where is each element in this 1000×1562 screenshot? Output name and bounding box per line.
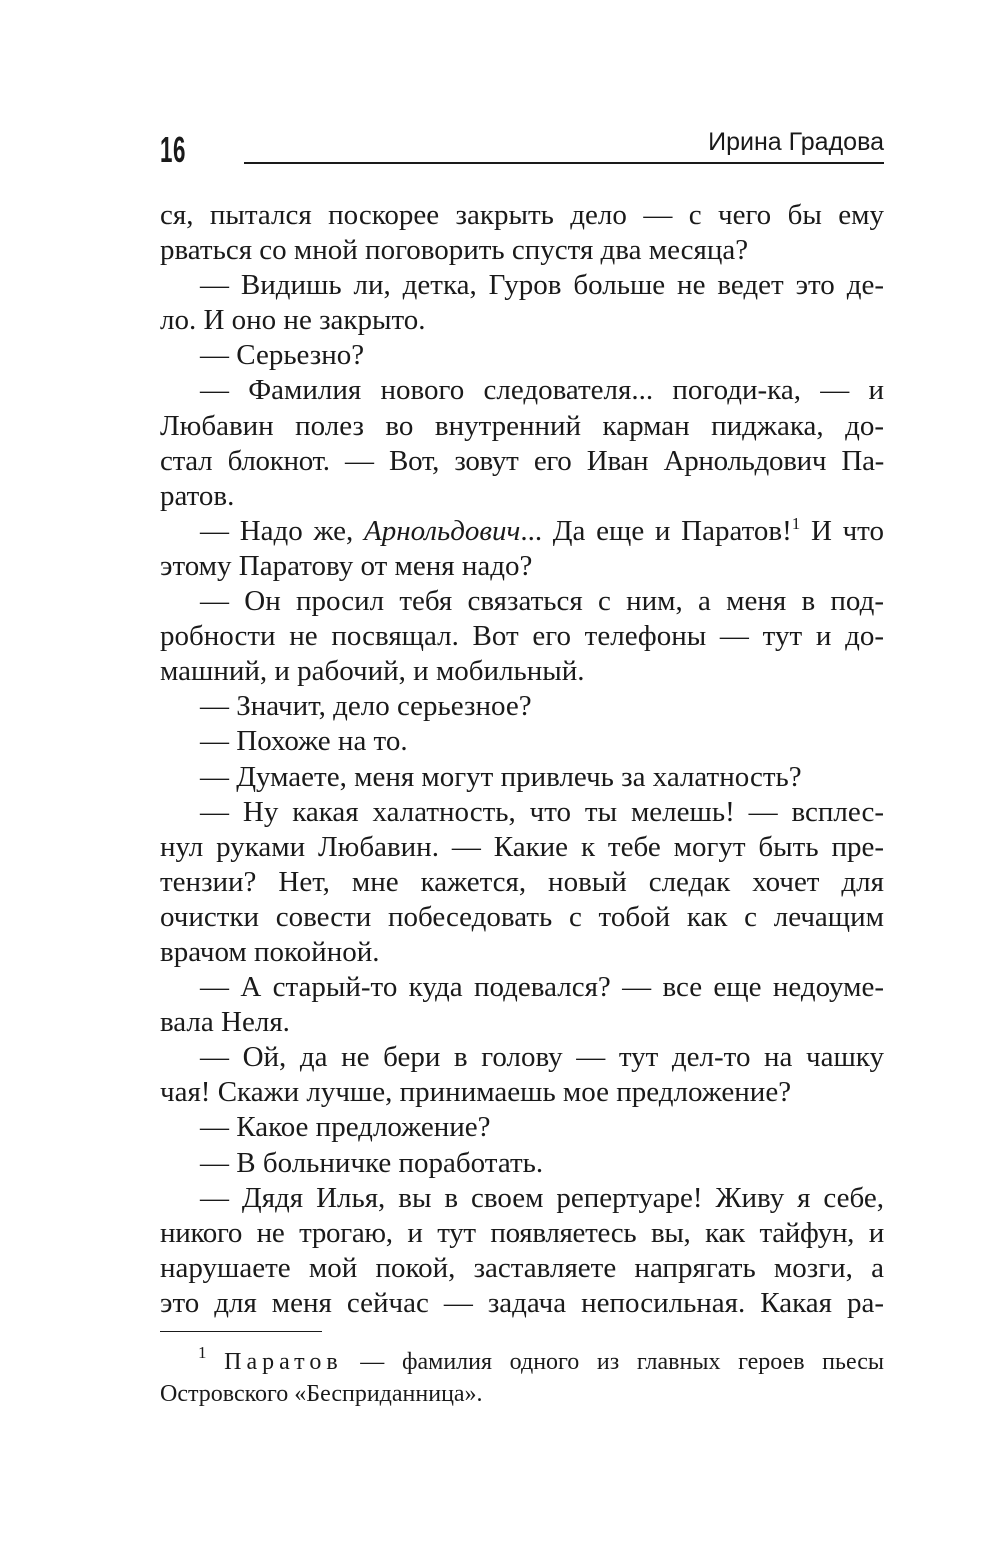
footnote-text: — фамилия одного из главных героев пьесы	[342, 1349, 884, 1375]
text-line: — Какое предложение?	[200, 1111, 491, 1144]
text-run: ... Да еще и Паратов!	[520, 514, 792, 547]
text-line: это для меня сейчас — задача непосильная. Какая ра-	[160, 1286, 884, 1319]
footnote-line: Островского «Бесприданница».	[160, 1381, 483, 1407]
footnote-reference[interactable]: 1	[791, 513, 801, 533]
text-line: вала Неля.	[160, 1006, 290, 1039]
text-line: — Ой, да не бери в голову — тут дел-то на чашку	[200, 1041, 884, 1074]
text-line: чая! Скажи лучше, принимаешь мое предложение?	[160, 1076, 792, 1109]
text-line: машний, и рабочий, и мобильный.	[160, 655, 585, 688]
text-line: нарушаете мой покой, заставляете напрягать мозги, а	[160, 1251, 884, 1284]
text-line: робности не посвящал. Вот его телефоны — тут и до-	[160, 620, 884, 653]
text-line: никого не трогаю, и тут появляетесь вы, как тайфун, и	[160, 1216, 884, 1249]
running-head-author: Ирина Градова	[708, 128, 884, 156]
text-line: ся, пытался поскорее закрыть дело — с чего бы ему	[160, 199, 884, 231]
text-line: врачом покойной.	[160, 935, 380, 968]
footnote-rule	[160, 1331, 322, 1332]
text-line: очистки совести побеседовать с тобой как с лечащим	[160, 900, 884, 933]
text-line: нул руками Любавин. — Какие к тебе могут быть пре-	[160, 830, 884, 863]
footnote	[160, 1343, 884, 1410]
body-text	[160, 198, 884, 1321]
header-rule	[244, 162, 884, 164]
emphasized-name: Арнольдович	[363, 514, 521, 547]
text-line: тензии? Нет, мне кажется, новый следак хочет для	[160, 865, 884, 898]
footnote-term: Паратов	[224, 1349, 343, 1375]
text-line-with-emphasis	[160, 514, 884, 549]
text-line: — В больничке поработать.	[200, 1146, 544, 1179]
text-run: И что	[800, 514, 884, 547]
text-line: этому Паратову от меня надо?	[160, 549, 533, 582]
text-run: — Надо же,	[200, 514, 364, 547]
text-line: Любавин полез во внутренний карман пиджака, до-	[160, 409, 884, 442]
footnote-line	[160, 1343, 884, 1378]
text-line: — А старый-то куда подевался? — все еще недоуме-	[200, 971, 884, 1004]
text-line: — Видишь ли, детка, Гуров больше не ведет это де-	[200, 269, 884, 302]
text-line: рваться со мной поговорить спустя два месяца?	[160, 234, 749, 267]
text-line: ратов.	[160, 479, 235, 512]
text-line: — Похоже на то.	[200, 725, 408, 758]
text-line: — Он просил тебя связаться с ним, а меня в под-	[200, 585, 884, 618]
text-line: — Фамилия нового следователя... погоди-ка, — и	[200, 374, 884, 407]
text-line: — Ну какая халатность, что ты мелешь! — всплес-	[200, 795, 884, 828]
text-line: — Значит, дело серьезное?	[200, 690, 532, 723]
text-line: — Серьезно?	[200, 339, 365, 372]
text-line: — Дядя Илья, вы в своем репертуаре! Живу я себе,	[200, 1181, 884, 1214]
text-line: — Думаете, меня могут привлечь за халатность?	[200, 760, 802, 793]
text-line: стал блокнот. — Вот, зовут его Иван Арнольдович Па-	[160, 444, 884, 477]
page-number: 16	[160, 129, 187, 170]
text-line: ло. И оно не закрыто.	[160, 304, 426, 337]
footnote-marker: 1	[198, 1343, 207, 1362]
